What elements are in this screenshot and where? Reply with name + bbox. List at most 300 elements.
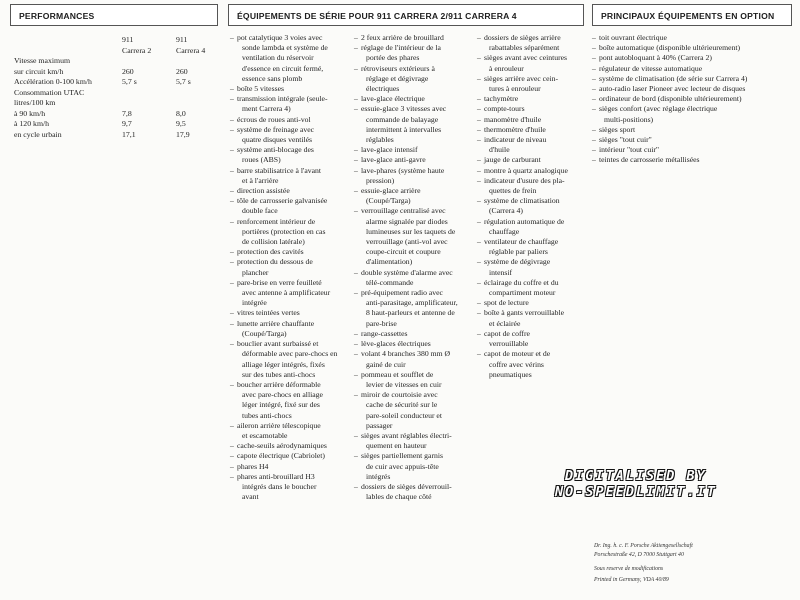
list-item [230,115,348,125]
list-item-text: range-cassettes [361,328,408,338]
list-item-text: vitres teintées vertes [237,308,300,318]
performance-row [14,56,224,67]
list-item-text: sonde lambda et système de [242,43,328,53]
list-item [230,94,348,114]
performance-value: 260 [176,66,188,76]
list-item-text: 8 haut-parleurs et antenne de [366,308,455,318]
list-item-text: ment Carrera 4) [242,104,291,114]
list-item-text: et à l'arrière [242,175,279,185]
performance-row [14,35,224,46]
list-item [477,74,587,94]
dash-bullet-icon: – [354,165,358,175]
list-item [230,451,348,461]
dash-bullet-icon: – [592,124,596,134]
list-item-text: jauge de carburant [484,155,541,165]
list-item-text: intermittent à intervalles [366,124,442,134]
performance-label: à 120 km/h [14,119,50,128]
list-item-text: 2 feux arrière de brouillard [361,33,444,42]
performance-value: 5,7 s [176,77,191,86]
list-item [354,431,472,451]
dash-bullet-icon: – [477,216,481,226]
list-item-text: (Coupé/Targa) [242,328,287,338]
list-item-text: léger intégré, fixé sur des [242,400,320,410]
list-item-text: compte-tours [484,104,525,114]
dash-bullet-icon: – [230,196,234,206]
performances-header: PERFORMANCES [10,4,218,26]
list-item [592,104,797,124]
list-item-text: système de dégivrage [484,257,551,267]
list-item-text: écrous de roues anti-vol [237,114,311,124]
list-item [477,53,587,73]
dash-bullet-icon: – [592,63,596,73]
dash-bullet-icon: – [354,145,358,155]
options-header: PRINCIPAUX ÉQUIPEMENTS EN OPTION [592,4,792,26]
list-item-text: réglage de l'intérieur de la [361,43,441,53]
list-item-text: protection des cavités [237,247,304,257]
dash-bullet-icon: – [354,94,358,104]
list-item-text: dossiers de sièges déverrouil- [361,481,452,491]
list-item [230,196,348,216]
dash-bullet-icon: – [477,94,481,104]
options-list [592,33,797,166]
dash-bullet-icon: – [230,308,234,318]
list-item-text: portières (protection en cas [242,226,326,236]
performance-value: 911 [176,35,188,44]
list-item-text: pare-soleil conducteur et [366,410,442,420]
performance-row [14,98,224,109]
list-item [477,33,587,53]
list-item-text: montre à quartz analogique [484,165,568,175]
performance-value: 9,7 [122,119,132,128]
dash-bullet-icon: – [592,104,596,114]
list-item-text: lève-glaces électriques [361,339,431,349]
dash-bullet-icon: – [354,155,358,165]
dash-bullet-icon: – [230,379,234,389]
dash-bullet-icon: – [477,104,481,114]
list-item [230,421,348,441]
dash-bullet-icon: – [230,451,234,461]
list-item [230,257,348,277]
dash-bullet-icon: – [592,145,596,155]
list-item-text: lumineuses sur les taquets de [366,226,456,236]
performance-label: litres/100 km [14,98,56,107]
list-item-text: réglable par paliers [489,247,548,257]
list-item [354,104,472,145]
list-item-text: pare-brise [366,318,397,328]
dash-bullet-icon: – [477,298,481,308]
list-item-text: système de climatisation [484,196,560,206]
watermark-line-1: DIGITALISED BY [565,468,707,484]
list-item-text: portée des phares [366,53,420,63]
list-item-text: auto-radio laser Pioneer avec lecteur de disques [599,84,746,94]
list-item [592,74,797,84]
list-item-text: système de climatisation (de série sur Carrera 4) [599,73,748,83]
list-item-text: direction assistée [237,186,290,196]
imprint-address: Porschestraße 42, D 7000 Stuttgart 40 [594,552,684,558]
list-item-text: verrouillage centralisé avec [361,206,446,216]
list-item-text: dossiers de sièges arrière [484,33,561,42]
list-item-text: avec antenne à amplificateur [242,288,331,298]
list-item-text: renforcement intérieur de [237,216,316,226]
list-item-text: boîte automatique (disponible ultérieurement) [599,43,741,53]
list-item-text: pont autobloquant à 40% (Carrera 2) [599,53,712,63]
list-item [354,166,472,186]
list-item-text: lave-glace électrique [361,94,425,104]
dash-bullet-icon: – [477,165,481,175]
list-item [230,319,348,339]
dash-bullet-icon: – [354,328,358,338]
performance-row [14,46,224,57]
list-item-text: sièges arrière avec cein- [484,73,559,83]
list-item-text: boîte à gants verrouillable [484,308,565,318]
dash-bullet-icon: – [230,318,234,328]
performance-value: Carrera 2 [122,45,152,55]
list-item-text: pot catalytique 3 voies avec [237,33,323,42]
list-item [592,125,797,135]
list-item-text: télé-commande [366,277,414,287]
list-item-text: et escamotable [242,430,288,440]
list-item [354,33,472,43]
dash-bullet-icon: – [354,288,358,298]
dash-bullet-icon: – [477,196,481,206]
dash-bullet-icon: – [477,53,481,63]
list-item-text: d'alimentation) [366,257,413,267]
list-item [477,104,587,114]
standard-equipment-column-2 [354,33,472,502]
list-item-text: régulateur de vitesse automatique [599,63,703,73]
list-item-text: lunette arrière chauffante [237,318,315,328]
imprint-printed: Printed in Germany, VDA 40/89 [594,577,669,583]
list-item-text: phares anti-brouillard H3 [237,471,315,481]
imprint-notice: Sous reserve de modifications [594,566,664,572]
list-item [230,308,348,318]
list-item [477,329,587,349]
dash-bullet-icon: – [230,94,234,104]
list-item-text: teintes de carrosserie métallisées [599,155,700,165]
list-item-text: sièges "tout cuir" [599,135,652,145]
dash-bullet-icon: – [477,135,481,145]
list-item [592,33,797,43]
list-item-text: commande de balayage [366,114,439,124]
list-item-text: miroir de courtoisie avec [361,390,438,400]
list-item-text: sièges avant réglables électri- [361,430,452,440]
list-item-text: (Carrera 4) [489,206,523,216]
list-item [592,43,797,53]
list-item-text: levier de vitesses en cuir [366,379,442,389]
dash-bullet-icon: – [477,257,481,267]
list-item [592,145,797,155]
list-item [354,155,472,165]
dash-bullet-icon: – [230,165,234,175]
list-item-text: gainé de cuir [366,359,406,369]
list-item-text: lables de chaque côté [366,492,432,502]
dash-bullet-icon: – [592,43,596,53]
dash-bullet-icon: – [354,267,358,277]
dash-bullet-icon: – [354,349,358,359]
list-item [477,135,587,155]
list-item [230,247,348,257]
list-item-text: barre stabilisatrice à l'avant [237,165,321,175]
dash-bullet-icon: – [477,349,481,359]
performance-label: en cycle urbain [14,129,62,139]
list-item-text: aileron arrière télescopique [237,420,321,430]
performance-value: 5,7 s [122,77,137,86]
list-item [230,339,348,380]
standard-equipment-column-3 [477,33,587,380]
list-item-text: pommeau et soufflet de [361,369,434,379]
dash-bullet-icon: – [354,339,358,349]
list-item [230,217,348,248]
list-item-text: capote électrique (Cabriolet) [237,451,325,461]
list-item-text: chauffage [489,226,520,236]
list-item-text: manomètre d'huile [484,114,542,124]
list-item-text: ventilation du réservoir [242,53,314,63]
list-item [592,155,797,165]
dash-bullet-icon: – [592,33,596,42]
list-item [354,64,472,95]
list-item [477,217,587,237]
list-item [230,145,348,165]
dash-bullet-icon: – [592,53,596,63]
list-item-text: de cuir avec appuis-tête [366,461,439,471]
list-item [230,472,348,503]
performance-row [14,67,224,78]
dash-bullet-icon: – [230,257,234,267]
performance-row [14,130,224,141]
list-item [592,94,797,104]
list-item-text: tubes anti-chocs [242,410,292,420]
list-item-text: pneumatiques [489,369,532,379]
performance-table [14,35,224,140]
list-item-text: avec pare-chocs en alliage [242,390,323,400]
list-item-text: réglables [366,135,394,145]
list-item [354,482,472,502]
list-item-text: ordinateur de bord (disponible ultérieurement) [599,94,742,104]
list-item-text: intégrés [366,471,391,481]
list-item [230,278,348,309]
list-item-text: plancher [242,267,269,277]
list-item-text: intégrée [242,298,267,308]
dash-bullet-icon: – [354,33,358,42]
list-item [354,288,472,329]
list-item-text: d'essence en circuit fermé, [242,63,324,73]
list-item-text: indicateur de niveau [484,135,547,145]
list-item-text: éclairage du coffre et du [484,277,559,287]
dash-bullet-icon: – [477,237,481,247]
list-item-text: sièges confort (avec réglage électrique [599,104,718,114]
dash-bullet-icon: – [230,441,234,451]
performance-value: 9,5 [176,119,186,128]
list-item [477,278,587,298]
list-item [354,145,472,155]
list-item-text: capot de coffre [484,328,530,338]
list-item-text: coupe-circuit et coupure [366,247,441,257]
standard-equipment-header: ÉQUIPEMENTS DE SÉRIE POUR 911 CARRERA 2/911 CARRERA 4 [228,4,584,26]
list-item-text: quettes de frein [489,186,537,196]
list-item [354,349,472,369]
performance-value: 8,0 [176,108,186,118]
list-item-text: sièges sport [599,124,636,134]
list-item [354,390,472,431]
list-item [477,115,587,125]
dash-bullet-icon: – [230,84,234,94]
performance-value: Carrera 4 [176,45,206,55]
dash-bullet-icon: – [354,206,358,216]
list-item-text: d'huile [489,145,510,155]
list-item [354,268,472,288]
dash-bullet-icon: – [230,471,234,481]
dash-bullet-icon: – [477,73,481,83]
performance-row [14,88,224,99]
list-item-text: cache de sécurité sur le [366,400,438,410]
dash-bullet-icon: – [230,461,234,471]
list-item [477,257,587,277]
list-item [230,166,348,186]
list-item [230,125,348,145]
list-item-text: système de freinage avec [237,124,315,134]
list-item-text: déformable avec pare-chocs en [242,349,338,359]
list-item-text: volant 4 branches 380 mm Ø [361,349,451,359]
list-item [354,94,472,104]
list-item-text: toit ouvrant électrique [599,33,667,42]
performance-row [14,119,224,130]
list-item [592,53,797,63]
list-item-text: tachymètre [484,94,519,104]
list-item-text: (Coupé/Targa) [366,196,411,206]
list-item [230,380,348,421]
list-item-text: sièges partiellement garnis [361,451,443,461]
performance-label: sur circuit km/h [14,66,64,76]
list-item-text: ventilateur de chauffage [484,237,559,247]
list-item-text: intégrés dans le boucher [242,481,317,491]
dash-bullet-icon: – [477,277,481,287]
list-item-text: capot de moteur et de [484,349,551,359]
dash-bullet-icon: – [230,33,234,42]
list-item-text: passager [366,420,393,430]
dash-bullet-icon: – [230,186,234,196]
watermark-line-2: NO-SPEEDLIMIT.IT [555,484,718,500]
performance-value: 911 [122,35,134,44]
list-item-text: lave-glace anti-gavre [361,155,426,165]
dash-bullet-icon: – [477,114,481,124]
list-item [354,186,472,206]
dash-bullet-icon: – [230,277,234,287]
list-item-text: pare-brise en verre feuilleté [237,277,322,287]
list-item-text: alliage léger intégrés, fixés [242,359,325,369]
list-item-text: thermomètre d'huile [484,124,546,134]
list-item-text: essence sans plomb [242,73,303,83]
list-item [477,237,587,257]
dash-bullet-icon: – [354,43,358,53]
list-item-text: roues (ABS) [242,155,281,165]
performance-value: 260 [122,66,134,76]
list-item-text: compartiment moteur [489,288,556,298]
list-item [592,84,797,94]
dash-bullet-icon: – [477,308,481,318]
list-item-text: lave-phares (système haute [361,165,445,175]
list-item-text: indicateur d'usure des pla- [484,175,565,185]
dash-bullet-icon: – [354,430,358,440]
list-item-text: et éclairée [489,318,521,328]
standard-equipment-column-1 [230,33,348,502]
dash-bullet-icon: – [230,114,234,124]
dash-bullet-icon: – [354,63,358,73]
list-item [477,166,587,176]
list-item-text: phares H4 [237,461,269,471]
dash-bullet-icon: – [230,420,234,430]
list-item-text: spot de lecture [484,298,529,308]
list-item-text: intérieur "tout cuir" [599,145,660,155]
dash-bullet-icon: – [477,124,481,134]
list-item-text: quement en hauteur [366,441,427,451]
list-item-text: anti-parasitage, amplificateur, [366,298,458,308]
list-item [477,155,587,165]
performance-value: 17,1 [122,129,136,139]
list-item [477,176,587,196]
list-item [477,308,587,328]
dash-bullet-icon: – [477,155,481,165]
dash-bullet-icon: – [354,481,358,491]
list-item-text: tôle de carrosserie galvanisée [237,196,328,206]
performance-value: 7,8 [122,108,132,118]
list-item-text: pression) [366,175,395,185]
dash-bullet-icon: – [230,124,234,134]
list-item [477,94,587,104]
list-item-text: transmission intégrale (seule- [237,94,328,104]
list-item-text: électriques [366,84,400,94]
list-item-text: alarme signalée par diodes [366,216,448,226]
list-item [354,370,472,390]
list-item [592,64,797,74]
list-item-text: quatre disques ventilés [242,135,313,145]
list-item-text: avant [242,492,259,502]
dash-bullet-icon: – [230,216,234,226]
list-item [354,451,472,482]
list-item-text: protection du dessous de [237,257,313,267]
list-item [477,298,587,308]
list-item-text: système anti-blocage des [237,145,314,155]
performance-row [14,77,224,88]
list-item [477,125,587,135]
list-item-text: double système d'alarme avec [361,267,453,277]
list-item [230,186,348,196]
list-item-text: sièges avant avec ceintures [484,53,568,63]
list-item-text: coffre avec vérins [489,359,544,369]
list-item [354,206,472,267]
list-item-text: rétroviseurs extérieurs à [361,63,435,73]
performance-label: à 90 km/h [14,108,46,118]
list-item [230,441,348,451]
performance-label: Accélération 0-100 km/h [14,77,92,86]
dash-bullet-icon: – [354,451,358,461]
dash-bullet-icon: – [592,84,596,94]
list-item-text: intensif [489,267,513,277]
list-item [230,84,348,94]
list-item-text: double face [242,206,278,216]
list-item-text: tures à enrouleur [489,84,541,94]
dash-bullet-icon: – [592,155,596,165]
list-item [477,196,587,216]
dash-bullet-icon: – [592,73,596,83]
dash-bullet-icon: – [592,94,596,104]
performance-label: Vitesse maximum [14,56,71,65]
list-item-text: pré-équipement radio avec [361,288,443,298]
list-item-text: rabattables séparément [489,43,560,53]
dash-bullet-icon: – [230,247,234,257]
list-item-text: de collision latérale) [242,237,305,247]
list-item-text: verrouillable [489,339,529,349]
list-item-text: cache-seuils aérodynamiques [237,441,327,451]
